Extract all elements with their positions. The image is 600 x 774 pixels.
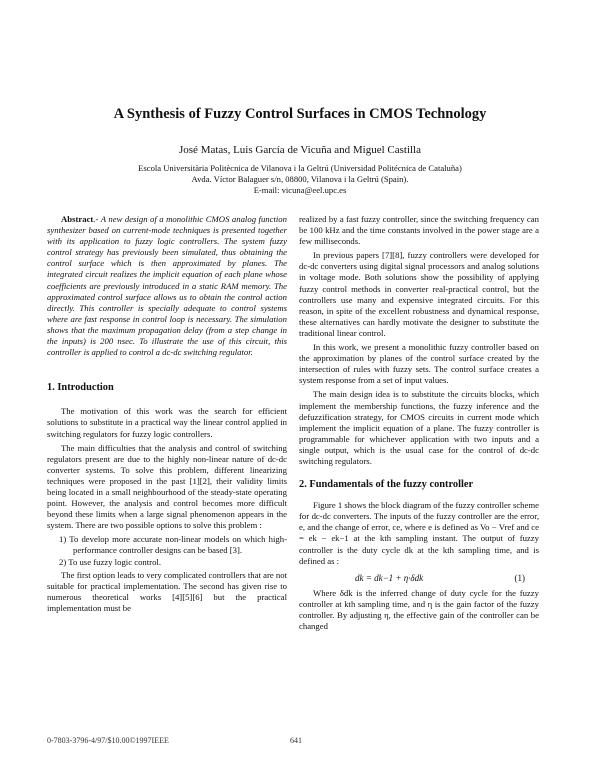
right-column — [299, 214, 539, 635]
paragraph: In previous papers [7][8], fuzzy controllers were developed for dc-dc converters using digital signal processors and analog solutions in voltage mode. Both solutions show the possibility of applying fuzzy control methods in converter real-practical control, but the controllers use many and expensive integrated circuits. For this reason, in spite of the excellent robustness and dynamical response, these alternatives can hardly motivate the designer to substitute the traditional linear control. — [299, 250, 539, 338]
abstract-text: .- A new design of a monolithic CMOS analog function synthesizer based on current-mode techniques is presented together with its application to fuzzy logic controllers. The system fuzzy control strategy has previously been simulated, thus obtaining the control surface which is then approximated by planes. The integrated circuit realizes the implicit equation of each plane whose coefficients are previously introduced in a static RAM memory. The approximated control surface allows us to obtain the control action directly. This controller is specially adequate to control systems where are fast response in control loop is necessary. The simulation shows that the maximum propagation delay (from a step change in the inputs) is 200 nsec. To illustrate the use of this circuit, this controller is applied to control a dc-dc switching regulator. — [47, 214, 287, 358]
authors: José Matas, Luis García de Vicuña and Miguel Castilla — [179, 144, 421, 156]
equation-number: (1) — [514, 572, 525, 583]
affiliation-email: E-mail: vicuna@eel.upc.es — [253, 185, 347, 195]
section-2-paragraph: Where δdk is the inferred change of duty cycle for the fuzzy controller at kth sampling time, and η is the gain factor of the fuzzy controller. By adjusting η, the effective gain of the controller can be changed — [299, 587, 539, 631]
section-2-heading: 2. Fundamentals of the fuzzy controller — [299, 479, 474, 491]
paragraph: realized by a fast fuzzy controller, since the switching frequency can be 100 kHz and the time constants involved in the power stage are a few milliseconds. — [299, 214, 539, 247]
paper-title: A Synthesis of Fuzzy Control Surfaces in CMOS Technology — [113, 106, 487, 122]
abstract-label: Abstract — [61, 214, 94, 224]
affiliation-line-2: Avda. Víctor Balaguer s/n, 08800, Vilanova i la Geltrú (Spain). — [191, 174, 409, 184]
list-item: 1) To develop more accurate non-linear models on which high-performance controller designs can be based [3]. — [59, 534, 287, 556]
copyright-footer: 0-7803-3796-4/97/$10.00©1997IEEE — [47, 736, 169, 745]
equation-1 — [299, 570, 539, 588]
option-list — [47, 534, 287, 567]
page-number: 641 — [290, 736, 302, 745]
list-item: 2) To use fuzzy logic control. — [59, 556, 162, 567]
section-1-heading: 1. Introduction — [47, 382, 114, 394]
paragraph: In this work, we present a monolithic fuzzy controller based on the approximation by planes of the control surface created by the intersection of rules with fuzzy sets. The control surface creates a system response from a set of input values. — [299, 342, 539, 386]
section-1-paragraph: The main difficulties that the analysis and control of switching regulators present are due to the highly non-linear nature of dc-dc converter systems. To solve this problem, different linearizing techniques were proposed in the past [1][2], their validity limits being located in a small neighbourhood of the steady-state operating point. However, the analysis and control becomes more difficult beyond these limits when a large signal phenomenon appears in the system. There are two possible options to solve this problem : — [47, 442, 287, 531]
section-1-paragraph: The first option leads to very complicated controllers that are not suitable for practical implementation. The second has given rise to numerous theoretical works [4][5][6] but the practical implementation must be — [47, 569, 287, 613]
left-column — [47, 214, 287, 617]
equation-expression: dk = dk−1 + η·δdk — [355, 572, 424, 583]
affiliation-line-1: Escola Universitària Politècnica de Vilanova i la Geltrú (Universidad Politécnica de Cataluña) — [138, 163, 462, 173]
paragraph: The main design idea is to substitute the circuits blocks, which implement the membership functions, the fuzzy inference and the defuzzification strategy, for CMOS circuits in current mode which implement the implicit equation of a plane. The fuzzy controller is programmable for whichever application with two inputs and a single output, which is the usual case for the control of dc-dc switching regulators. — [299, 389, 539, 466]
abstract — [47, 214, 287, 358]
section-2-paragraph: Figure 1 shows the block diagram of the fuzzy controller scheme for dc-dc converters. The inputs of the fuzzy controller are the error, e, and the change of error, ce, where e is defined as Vo − Vref and ce = ek − ek−1 at the kth sampling instant. The output of fuzzy controller is the duty cycle dk at the kth sampling time, and is defined as : — [299, 500, 539, 566]
section-1-paragraph: The motivation of this work was the search for efficient solutions to substitute in a practical way the linear control applied in switching regulators for fuzzy logic controllers. — [47, 406, 287, 439]
